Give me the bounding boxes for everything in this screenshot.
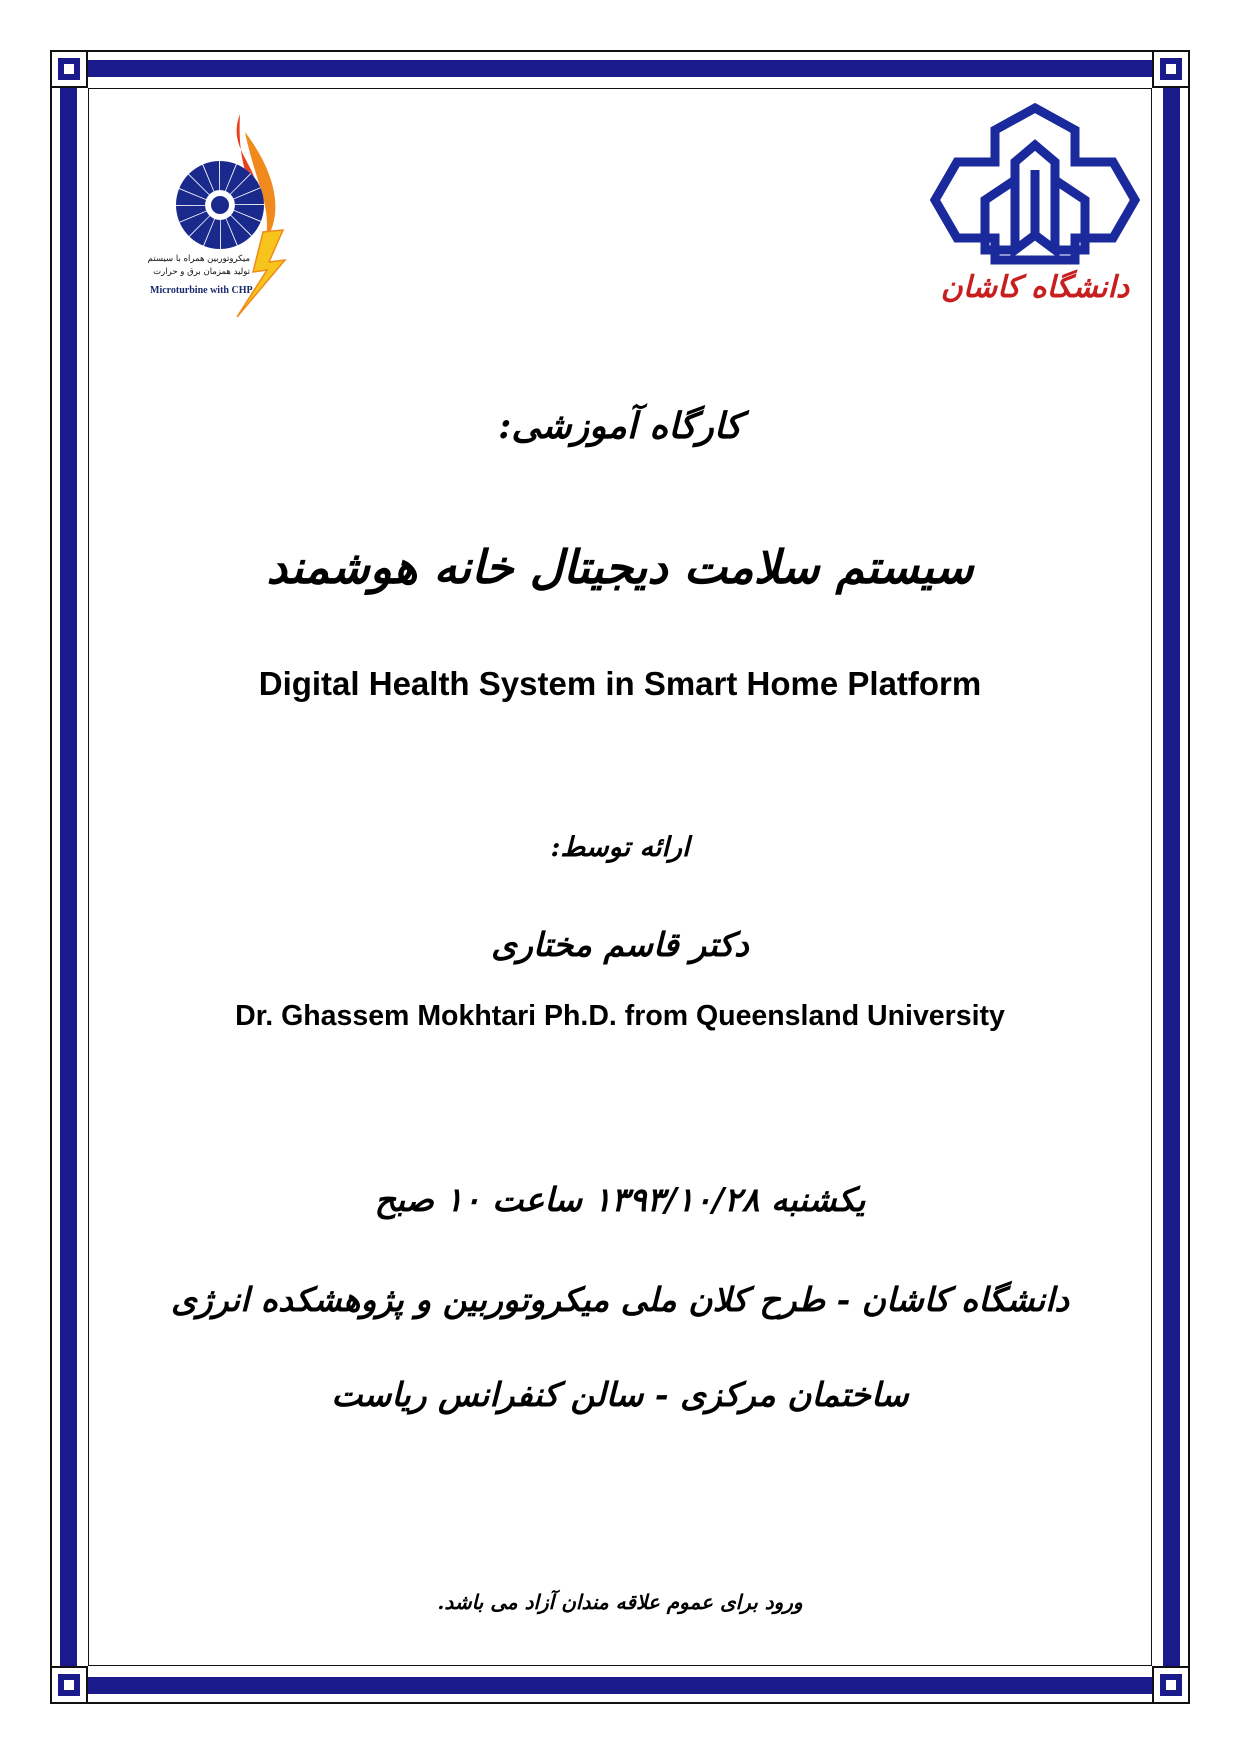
frame-corner-bottom-right (1152, 1666, 1190, 1704)
admission-note: ورود برای عموم علاقه مندان آزاد می باشد. (437, 1590, 803, 1614)
logo-caption-en: Microturbine with CHP (150, 285, 253, 296)
title-en: Digital Health System in Smart Home Platform (258, 665, 982, 702)
presenter-name-en: Dr. Ghassem Mokhtari Ph.D. from Queensland University (235, 1000, 1005, 1032)
title-fa: سیستم سلامت دیجیتال خانه هوشمند (266, 540, 974, 594)
microturbine-logo (145, 112, 315, 322)
university-name: دانشگاه کاشان (940, 270, 1130, 305)
event-date-time: یکشنبه ۱۳۹۳/۱۰/۲۸ ساعت ۱۰ صبح (374, 1180, 866, 1219)
workshop-label: کارگاه آموزشی: (498, 405, 742, 447)
presenter-name-fa: دکتر قاسم مختاری (491, 925, 749, 964)
kashan-university-logo (925, 100, 1145, 330)
kashan-university-emblem-icon (925, 100, 1145, 270)
frame-corner-top-left (50, 50, 88, 88)
logo-caption-fa-line1: میکروتوربین همراه با سیستم (147, 254, 250, 264)
frame-corner-bottom-left (50, 1666, 88, 1704)
event-venue-line-2: ساختمان مرکزی - سالن کنفرانس ریاست (331, 1375, 909, 1414)
presented-by-label: ارائه توسط: (550, 832, 690, 863)
logo-caption-fa-line2: تولید همزمان برق و حرارت (153, 267, 250, 277)
frame-corner-top-right (1152, 50, 1190, 88)
event-venue-line-1: دانشگاه کاشان - طرح کلان ملی میکروتوربین و پژوهشکده انرژی (170, 1280, 1070, 1319)
